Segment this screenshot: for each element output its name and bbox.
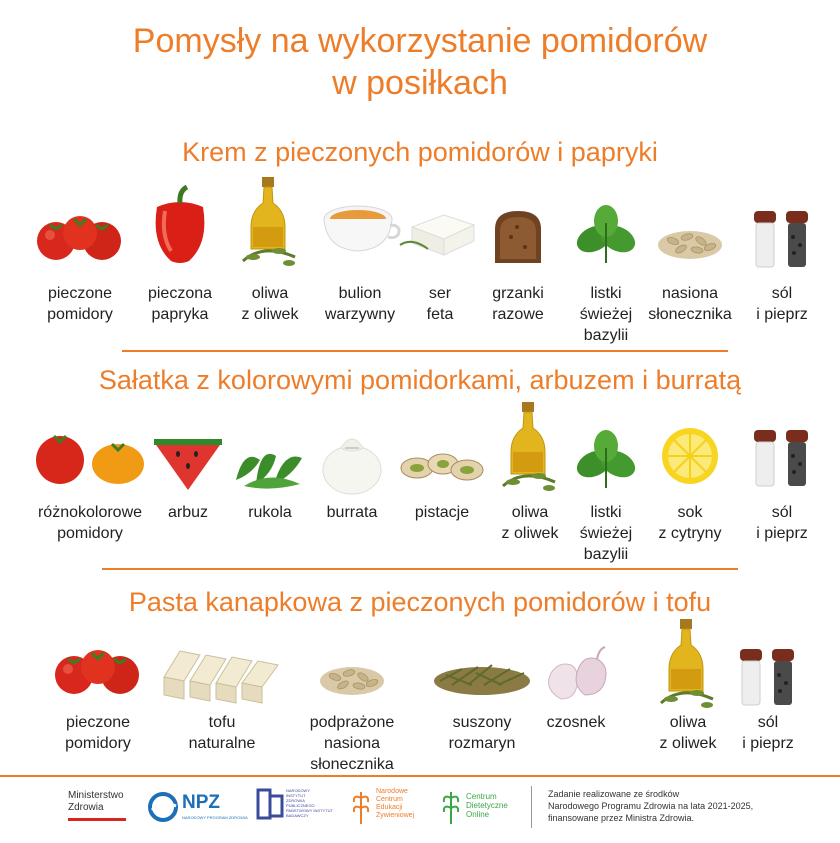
section-divider — [102, 568, 738, 570]
ingredient-label: różnokolorowe pomidory — [37, 504, 143, 542]
roasted-tomatoes-icon — [52, 641, 144, 704]
page-title-line1: Pomysły na wykorzystanie pomidorów — [132, 22, 708, 60]
ministry-logo-bar — [68, 818, 126, 821]
ingredient-label: sól i pieprz — [742, 714, 794, 752]
page-title-line2: w posiłkach — [332, 64, 508, 102]
feta-cheese-icon — [398, 209, 482, 266]
ingredient-label: czosnek — [546, 714, 606, 731]
pistachios-icon — [397, 444, 487, 493]
olive-oil-icon — [239, 177, 301, 278]
cdo-logo-text: Centrum Dietetyczne Online — [466, 792, 508, 819]
section-title-salad: Sałatka z kolorowymi pomidorkami, arbuzem i burratą — [98, 365, 742, 395]
ingredient-label: rukola — [248, 504, 292, 521]
burrata-icon — [319, 426, 385, 501]
salt-pepper-icon — [750, 426, 814, 495]
page-title — [0, 20, 840, 104]
roasted-tomatoes-icon — [34, 207, 126, 270]
ingredient-label: listki świeżej bazylii — [579, 504, 633, 563]
rye-bread-icon — [487, 207, 549, 272]
ministry-logo-text: Ministerstwo Zdrowia — [68, 790, 124, 813]
npz-logo-text: NPZ — [182, 792, 220, 813]
npz-logo-icon — [148, 792, 182, 822]
ingredient-label: sok z cytryny — [658, 504, 722, 542]
ingredient-label: oliwa z oliwek — [241, 285, 299, 323]
cdo-logo-icon — [440, 788, 462, 826]
basil-icon — [570, 203, 642, 272]
ingredient-label: oliwa z oliwek — [659, 714, 717, 752]
basil-icon — [570, 428, 642, 497]
ingredient-label: podprażone nasiona słonecznika — [309, 714, 395, 773]
ingredient-label: suszony rozmaryn — [448, 714, 516, 752]
ingredient-label: pieczone pomidory — [65, 714, 131, 752]
ingredient-label: bulion warzywny — [324, 285, 396, 323]
section-title-soup: Krem z pieczonych pomidorów i papryki — [182, 137, 658, 167]
watermelon-icon — [150, 432, 226, 497]
ingredient-label: pieczona papryka — [147, 285, 213, 323]
ncez-logo-icon — [350, 788, 372, 826]
funding-note: Zadanie realizowane ze środków Narodowego Programu Zdrowia na lata 2021-2025, finansowane przez Ministra Zdrowia. — [548, 789, 754, 823]
section-title-spread: Pasta kanapkowa z pieczonych pomidorów i tofu — [128, 587, 712, 617]
ncez-logo-text: Narodowe Centrum Edukacji Żywieniowej — [376, 788, 415, 819]
red-pepper-icon — [145, 185, 215, 270]
footer-divider — [0, 775, 840, 777]
salt-pepper-icon — [736, 645, 800, 714]
arugula-icon — [230, 440, 310, 495]
ingredient-label: listki świeżej bazylii — [579, 285, 633, 344]
ingredient-label: ser feta — [426, 285, 454, 323]
salt-pepper-icon — [750, 207, 814, 276]
nizp-logo-text: NARODOWY INSTYTUT ZDROWIA PUBLICZNEGO PAŃSTWOWY INSTYTUT BADAWCZY — [286, 788, 333, 818]
nizp-logo-icon — [256, 788, 284, 820]
ingredient-label: burrata — [326, 504, 378, 521]
footer — [0, 778, 840, 843]
ingredient-label: pistacje — [414, 504, 470, 521]
olive-oil-icon — [499, 402, 561, 503]
garlic-icon — [541, 645, 611, 710]
tofu-icon — [160, 641, 284, 710]
colorful-tomatoes-icon — [34, 424, 146, 493]
ingredient-label: oliwa z oliwek — [501, 504, 559, 542]
broth-cup-icon — [318, 201, 402, 260]
ingredient-label: sól i pieprz — [756, 504, 808, 542]
ingredient-label: arbuz — [167, 504, 209, 521]
ingredient-label: tofu naturalne — [188, 714, 256, 752]
footer-separator — [531, 786, 532, 828]
sunflower-seeds-icon — [655, 217, 725, 266]
section-divider — [122, 350, 728, 352]
rosemary-icon — [432, 651, 532, 702]
sunflower-seeds-icon — [317, 653, 387, 702]
ingredient-label: nasiona słonecznika — [648, 285, 732, 323]
olive-oil-icon — [657, 619, 719, 720]
ingredient-label: grzanki razowe — [492, 285, 544, 323]
lemon-icon — [660, 426, 720, 491]
ingredient-label: pieczone pomidory — [47, 285, 113, 323]
npz-logo-subtext: NARODOWY PROGRAM ZDROWIA — [182, 815, 248, 820]
ingredient-label: sól i pieprz — [756, 285, 808, 323]
